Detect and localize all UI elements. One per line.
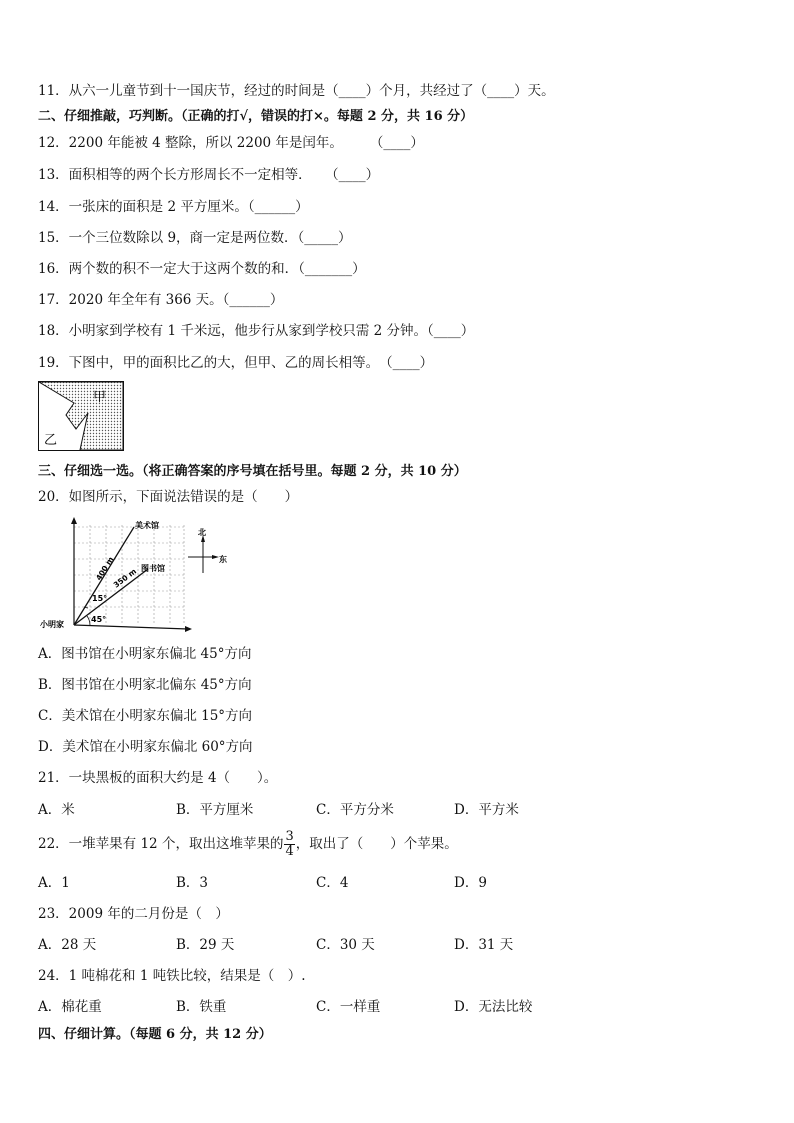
label-east: 东 (219, 555, 227, 564)
question-14: 14．一张床的面积是 2 平方厘米。（______） (38, 199, 309, 215)
fraction-three-quarters (284, 830, 294, 859)
label-45deg: 45° (91, 615, 107, 624)
label-north: 北 (198, 528, 206, 537)
question-20: 20．如图所示，下面说法错误的是（ ） (38, 489, 299, 505)
question-15: 15．一个三位数除以 9，商一定是两位数．（_____） (38, 230, 352, 246)
question-13: 13．面积相等的两个长方形周长不一定相等． （____） (38, 167, 380, 183)
question-24-option-c: C．一样重 (316, 999, 381, 1015)
question-24: 24．1 吨棉花和 1 吨铁比较，结果是（ ）. (38, 968, 306, 984)
question-21-option-b: B．平方厘米 (176, 802, 254, 818)
question-24-option-a: A．棉花重 (38, 999, 102, 1015)
question-23-option-c: C．30 天 (316, 937, 375, 953)
question-12: 12．2200 年能被 4 整除，所以 2200 年是闰年。 （____） (38, 135, 424, 151)
label-yi: 乙 (44, 433, 58, 448)
question-20-option-c: C．美术馆在小明家东偏北 15°方向 (38, 708, 253, 724)
label-art-museum: 美术馆 (135, 521, 159, 530)
label-jia: 甲 (93, 390, 107, 405)
label-library: 图书馆 (141, 564, 165, 573)
question-21: 21．一块黑板的面积大约是 4（ ）。 (38, 770, 278, 786)
question-23-option-b: B．29 天 (176, 937, 235, 953)
label-400m: 400 m (94, 555, 116, 583)
figure-20-map (38, 515, 238, 637)
label-15deg: 15° (92, 594, 108, 603)
question-18: 18．小明家到学校有 1 千米远，他步行从家到学校只需 2 分钟。（____） (38, 323, 475, 339)
question-21-option-a: A．米 (38, 802, 75, 818)
question-20-option-b: B．图书馆在小明家北偏东 45°方向 (38, 677, 252, 693)
section-4-heading: 四、仔细计算。（每题 6 分，共 12 分） (38, 1027, 272, 1042)
label-home: 小明家 (40, 620, 64, 629)
question-11: 11．从六一儿童节到十一国庆节，经过的时间是（____）个月，共经过了（____）天。 (38, 83, 555, 99)
question-22-option-c: C．4 (316, 875, 349, 891)
question-20-option-a: A．图书馆在小明家东偏北 45°方向 (38, 646, 252, 662)
question-19: 19．下图中，甲的面积比乙的大，但甲、乙的周长相等。 （____） (38, 355, 434, 371)
question-21-option-c: C．平方分米 (316, 802, 394, 818)
figure-19-shapes (38, 381, 124, 451)
question-22-option-d: D．9 (454, 875, 487, 891)
label-350m: 350 m (111, 566, 139, 590)
question-20-option-d: D．美术馆在小明家东偏北 60°方向 (38, 739, 253, 755)
question-22-tail: ，取出了（ ）个苹果。 (295, 836, 458, 852)
section-3-heading: 三、仔细选一选。（将正确答案的序号填在括号里。每题 2 分，共 10 分） (38, 464, 467, 479)
question-22 (38, 828, 458, 860)
question-24-option-b: B．铁重 (176, 999, 227, 1015)
question-23-option-d: D．31 天 (454, 937, 514, 953)
question-24-option-d: D．无法比较 (454, 999, 533, 1015)
question-23-option-a: A．28 天 (38, 937, 97, 953)
question-23: 23．2009 年的二月份是（ ） (38, 906, 229, 922)
question-16: 16．两个数的积不一定大于这两个数的和．（_______） (38, 261, 366, 277)
question-22-option-b: B．3 (176, 875, 209, 891)
question-22-option-a: A．1 (38, 875, 70, 891)
question-22-stem: 22．一堆苹果有 12 个，取出这堆苹果的 (38, 836, 284, 852)
question-21-option-d: D．平方米 (454, 802, 519, 818)
fraction-numerator: 3 (285, 829, 294, 844)
section-2-heading: 二、仔细推敲，巧判断。（正确的打√，错误的打×。每题 2 分，共 16 分） (38, 109, 474, 124)
question-17: 17．2020 年全年有 366 天。（______） (38, 292, 284, 308)
fraction-denominator: 4 (285, 844, 294, 859)
compass-icon (188, 527, 227, 573)
